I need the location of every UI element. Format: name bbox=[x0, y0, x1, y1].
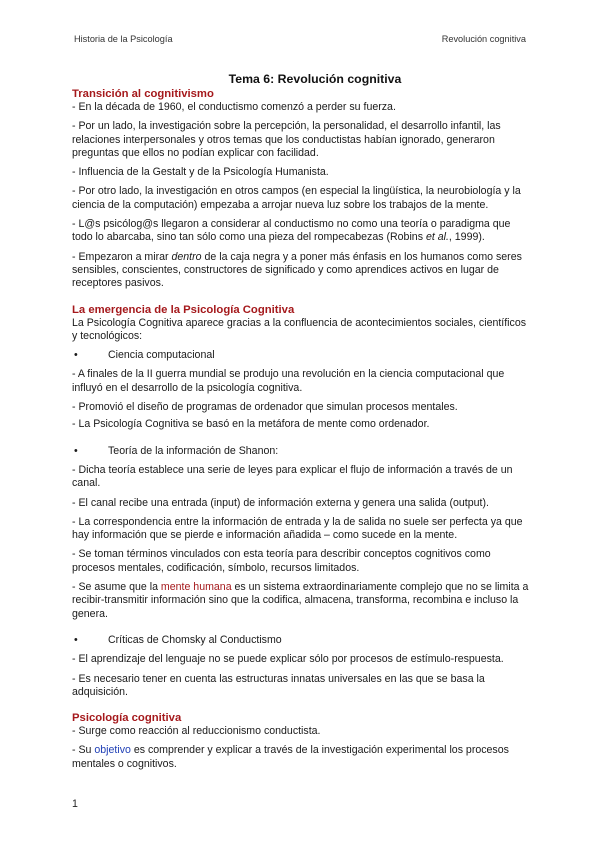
paragraph: - Influencia de la Gestalt y de la Psicología Humanista. bbox=[72, 166, 329, 179]
document-body bbox=[72, 72, 532, 777]
paragraph: - Promovió el diseño de programas de ordenador que simulan procesos mentales. bbox=[72, 401, 458, 414]
paragraph: - Por otro lado, la investigación en otros campos (en especial la lingüística, la neurobiología y la ciencia de la computación) empezaba a arrojar nueva luz sobre los trabajos de la mente. bbox=[72, 185, 521, 211]
section-heading-psicologia-cognitiva: Psicología cognitiva bbox=[72, 712, 182, 725]
bullet-text: Teoría de la información de Shanon: bbox=[108, 444, 279, 457]
bullet-item bbox=[72, 445, 532, 458]
highlighted-term: mente humana bbox=[160, 581, 232, 594]
paragraph: - Por un lado, la investigación sobre la percepción, la personalidad, el desarrollo infantil, las relaciones interpersonales y otros temas que los conductistas habían ignorado, generaron preguntas que ellos no podían explicar con facilidad. bbox=[72, 120, 501, 159]
paragraph: - Surge como reacción al reduccionismo conductista. bbox=[72, 725, 321, 738]
running-header-right: Revolución cognitiva bbox=[441, 34, 526, 44]
paragraph-text: es un sistema extraordinariamente complejo que no se limita a recibir-transmitir información sino que la codifica, almacena, transforma, recombina e incluso la genera. bbox=[72, 581, 529, 620]
bullet-glyph: • bbox=[74, 444, 78, 457]
paragraph-text: - L@s psicólog@s llegaron a considerar al conductismo no como una teoría o paradigma que todo lo abarcaba, sino tan sólo como una pieza del rompecabezas (Robins bbox=[72, 218, 511, 244]
paragraph: - A finales de la II guerra mundial se produjo una revolución en la ciencia computacional que influyó en el desarrollo de la psicología cognitiva. bbox=[72, 368, 505, 394]
paragraph-text: - Empezaron a mirar bbox=[72, 250, 172, 263]
bullet-item bbox=[72, 349, 532, 362]
bullet-glyph: • bbox=[74, 633, 78, 646]
paragraph: - Es necesario tener en cuenta las estructuras innatas universales en las que se basa la adquisición. bbox=[72, 672, 485, 698]
bullet-text: Críticas de Chomsky al Conductismo bbox=[108, 633, 282, 646]
italic-citation: et al. bbox=[425, 231, 449, 244]
page-title: Tema 6: Revolución cognitiva bbox=[228, 72, 402, 86]
paragraph-text: es comprender y explicar a través de la investigación experimental los procesos mentales o cognitivos. bbox=[72, 744, 509, 770]
paragraph-text: - Su bbox=[72, 744, 95, 757]
section-heading-emergencia: La emergencia de la Psicología Cognitiva bbox=[72, 303, 295, 316]
paragraph bbox=[72, 251, 532, 291]
paragraph-text: , 1999). bbox=[448, 231, 485, 244]
paragraph bbox=[72, 218, 532, 245]
paragraph: - El canal recibe una entrada (input) de información externa y genera una salida (output). bbox=[72, 496, 489, 509]
bullet-text: Ciencia computacional bbox=[108, 349, 215, 362]
paragraph: - La Psicología Cognitiva se basó en la metáfora de mente como ordenador. bbox=[72, 418, 430, 431]
italic-word: dentro bbox=[171, 250, 202, 263]
bullet-item bbox=[72, 634, 532, 647]
page-number: 1 bbox=[72, 798, 78, 810]
highlighted-term: objetivo bbox=[94, 744, 131, 757]
paragraph: - Se toman términos vinculados con esta teoría para describir conceptos cognitivos como procesos mentales, codificación, símbolo, recursos limitados. bbox=[72, 548, 491, 574]
paragraph: - La correspondencia entre la información de entrada y la de salida no suele ser perfecta ya que hay información que se pierde e información añadida – como sucede en la mente. bbox=[72, 515, 523, 542]
bullet-glyph: • bbox=[74, 349, 78, 362]
paragraph: - El aprendizaje del lenguaje no se puede explicar sólo por procesos de estímulo-respuesta. bbox=[72, 653, 504, 666]
paragraph bbox=[72, 744, 532, 771]
paragraph: La Psicología Cognitiva aparece gracias a la confluencia de acontecimientos sociales, científicos y tecnológicos: bbox=[72, 316, 527, 342]
running-header-left: Historia de la Psicología bbox=[74, 34, 173, 44]
paragraph bbox=[72, 581, 532, 621]
section-heading-transicion: Transición al cognitivismo bbox=[72, 88, 214, 100]
paragraph-text: - Se asume que la bbox=[72, 581, 161, 594]
paragraph-text: de la caja negra y a poner más énfasis en los humanos como seres sensibles, conscientes, constructores de significado y como aprendices activos en lugar de receptores pasivos. bbox=[72, 250, 522, 290]
paragraph: - En la década de 1960, el conductismo comenzó a perder su fuerza. bbox=[72, 101, 396, 113]
paragraph: - Dicha teoría establece una serie de leyes para explicar el flujo de información a través de un canal. bbox=[72, 463, 513, 490]
